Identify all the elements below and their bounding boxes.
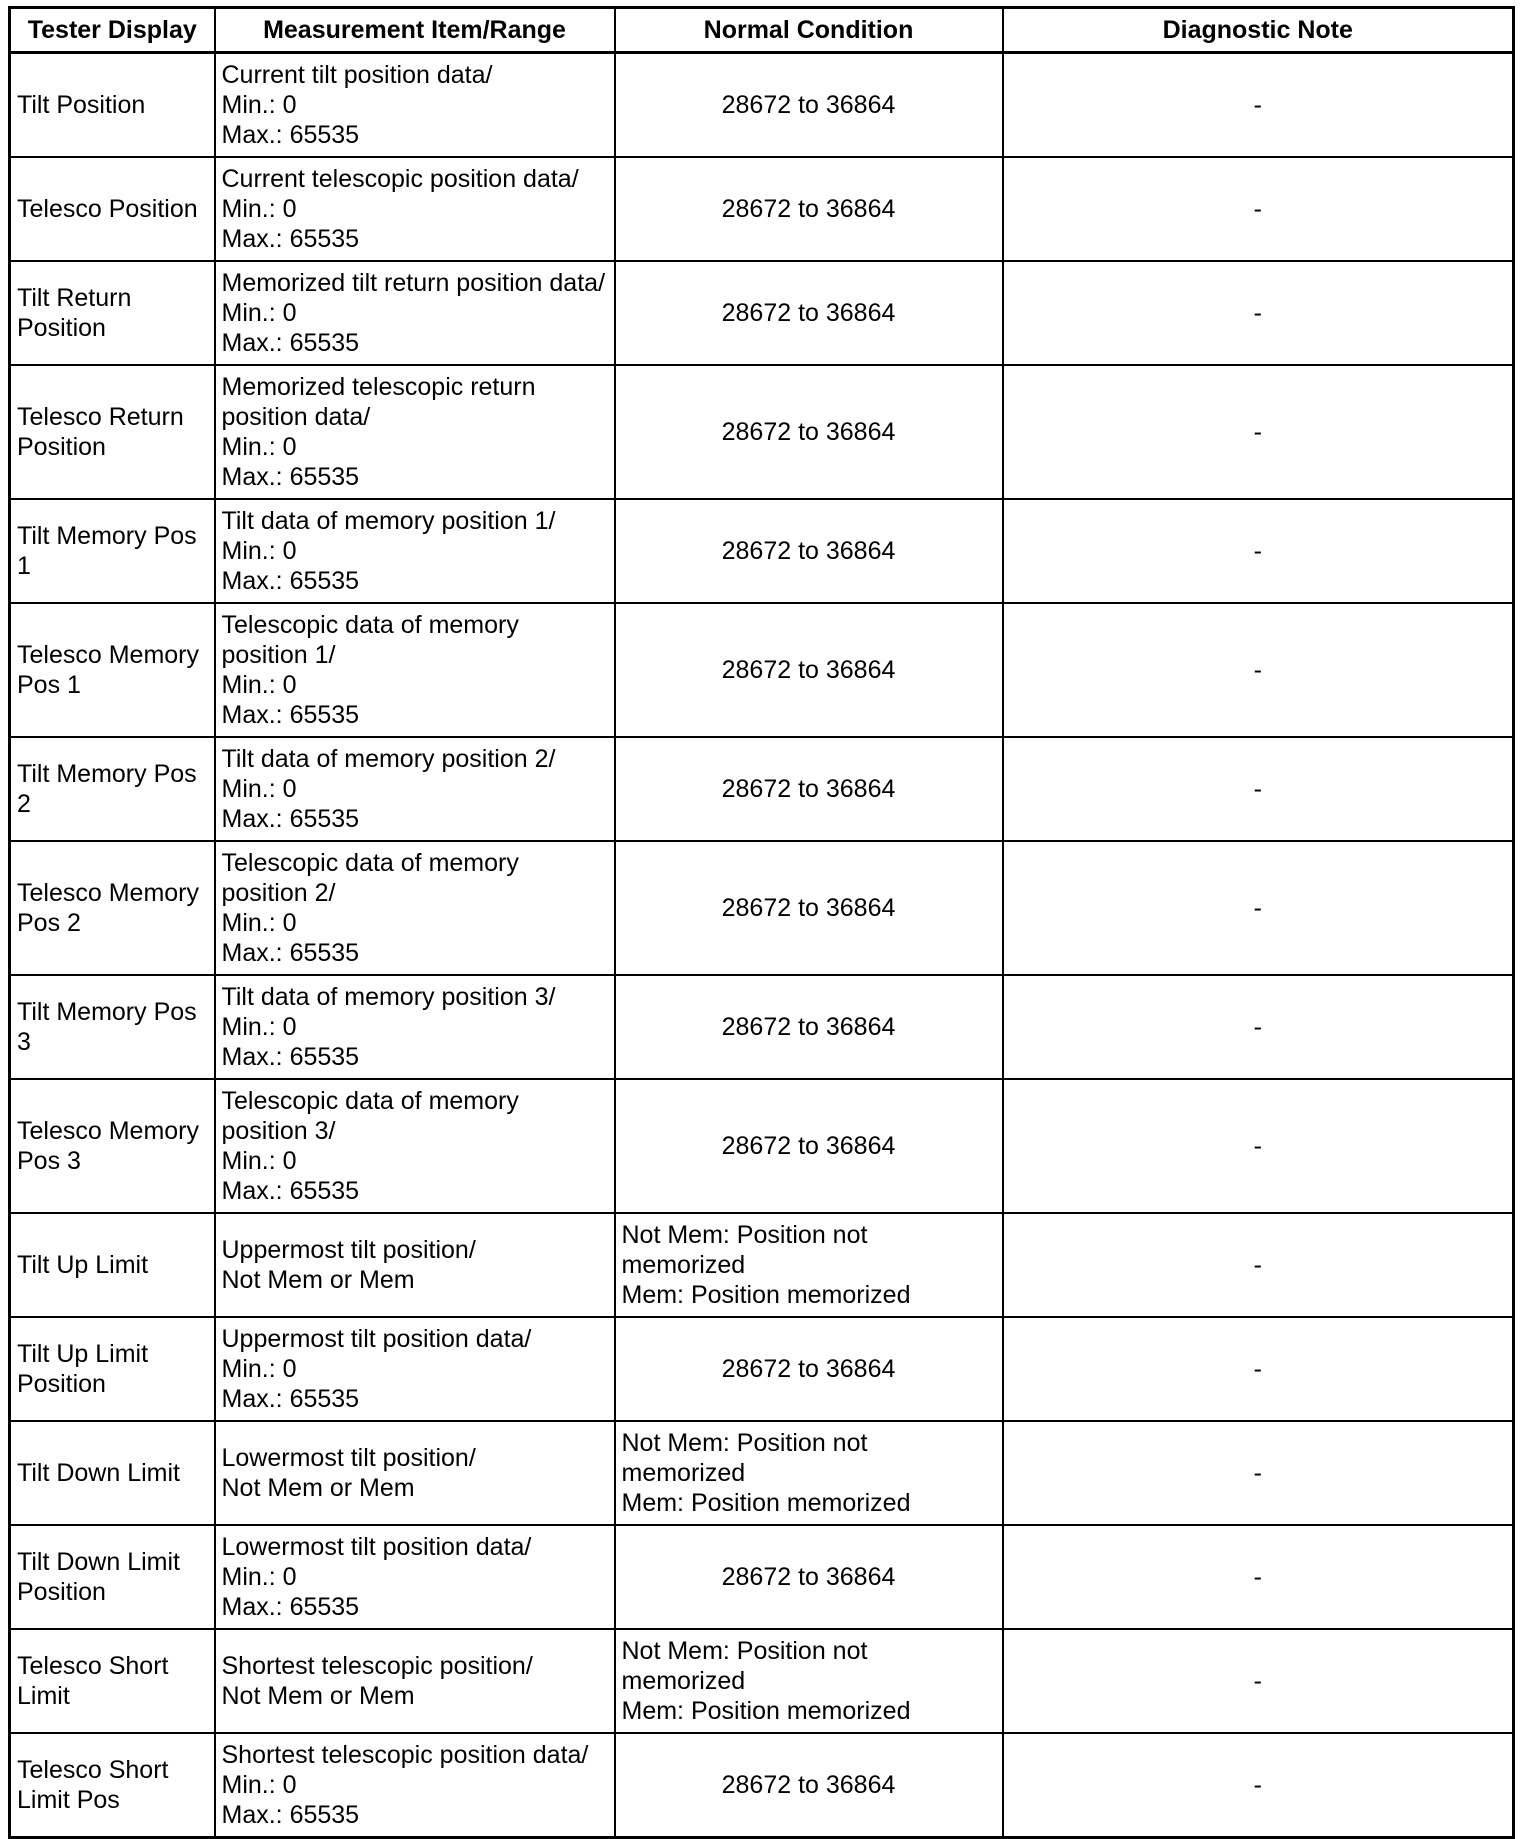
cell-normal-condition: 28672 to 36864	[615, 603, 1003, 737]
table-header-row	[10, 8, 1514, 53]
table-row	[10, 975, 1514, 1079]
cell-measurement-item: Memorized telescopic return position data/ Min.: 0 Max.: 65535	[215, 365, 615, 499]
cell-measurement-item: Lowermost tilt position data/ Min.: 0 Max.: 65535	[215, 1525, 615, 1629]
cell-diagnostic-note: -	[1003, 737, 1514, 841]
cell-measurement-item: Telescopic data of memory position 2/ Min.: 0 Max.: 65535	[215, 841, 615, 975]
table-row	[10, 1629, 1514, 1733]
cell-normal-condition: 28672 to 36864	[615, 737, 1003, 841]
table-row	[10, 1317, 1514, 1421]
table-row	[10, 261, 1514, 365]
cell-normal-condition: Not Mem: Position not memorized Mem: Position memorized	[615, 1629, 1003, 1733]
cell-diagnostic-note: -	[1003, 975, 1514, 1079]
cell-diagnostic-note: -	[1003, 1421, 1514, 1525]
cell-diagnostic-note: -	[1003, 1079, 1514, 1213]
cell-normal-condition: Not Mem: Position not memorized Mem: Position memorized	[615, 1421, 1003, 1525]
cell-measurement-item: Tilt data of memory position 3/ Min.: 0 Max.: 65535	[215, 975, 615, 1079]
table-row	[10, 1079, 1514, 1213]
cell-measurement-item: Shortest telescopic position/ Not Mem or Mem	[215, 1629, 615, 1733]
table-row	[10, 1213, 1514, 1317]
cell-tester-display: Telesco Short Limit	[10, 1629, 215, 1733]
cell-normal-condition: 28672 to 36864	[615, 841, 1003, 975]
cell-tester-display: Tilt Down Limit Position	[10, 1525, 215, 1629]
cell-tester-display: Telesco Short Limit Pos	[10, 1733, 215, 1838]
cell-tester-display: Telesco Return Position	[10, 365, 215, 499]
cell-measurement-item: Uppermost tilt position/ Not Mem or Mem	[215, 1213, 615, 1317]
cell-tester-display: Telesco Memory Pos 1	[10, 603, 215, 737]
table-row	[10, 603, 1514, 737]
table-row	[10, 157, 1514, 261]
cell-diagnostic-note: -	[1003, 499, 1514, 603]
cell-normal-condition: 28672 to 36864	[615, 1733, 1003, 1838]
header-tester-display: Tester Display	[10, 8, 215, 53]
table-row	[10, 53, 1514, 158]
header-normal-condition: Normal Condition	[615, 8, 1003, 53]
cell-tester-display: Tilt Up Limit Position	[10, 1317, 215, 1421]
table-row	[10, 737, 1514, 841]
cell-measurement-item: Tilt data of memory position 1/ Min.: 0 Max.: 65535	[215, 499, 615, 603]
cell-tester-display: Telesco Position	[10, 157, 215, 261]
cell-diagnostic-note: -	[1003, 1629, 1514, 1733]
cell-diagnostic-note: -	[1003, 1525, 1514, 1629]
cell-diagnostic-note: -	[1003, 1317, 1514, 1421]
cell-tester-display: Tilt Position	[10, 53, 215, 158]
table-row	[10, 841, 1514, 975]
cell-measurement-item: Lowermost tilt position/ Not Mem or Mem	[215, 1421, 615, 1525]
cell-normal-condition: 28672 to 36864	[615, 157, 1003, 261]
cell-normal-condition: 28672 to 36864	[615, 1317, 1003, 1421]
cell-measurement-item: Telescopic data of memory position 1/ Min.: 0 Max.: 65535	[215, 603, 615, 737]
data-list-table	[8, 6, 1515, 1839]
header-diagnostic-note: Diagnostic Note	[1003, 8, 1514, 53]
cell-diagnostic-note: -	[1003, 1213, 1514, 1317]
cell-normal-condition: 28672 to 36864	[615, 261, 1003, 365]
table-row	[10, 1421, 1514, 1525]
cell-tester-display: Telesco Memory Pos 3	[10, 1079, 215, 1213]
data-list-table-container	[8, 6, 1512, 1839]
cell-tester-display: Tilt Memory Pos 1	[10, 499, 215, 603]
cell-tester-display: Tilt Return Position	[10, 261, 215, 365]
header-measurement-item: Measurement Item/Range	[215, 8, 615, 53]
cell-measurement-item: Telescopic data of memory position 3/ Min.: 0 Max.: 65535	[215, 1079, 615, 1213]
cell-tester-display: Telesco Memory Pos 2	[10, 841, 215, 975]
cell-diagnostic-note: -	[1003, 53, 1514, 158]
table-row	[10, 499, 1514, 603]
cell-diagnostic-note: -	[1003, 1733, 1514, 1838]
cell-tester-display: Tilt Memory Pos 2	[10, 737, 215, 841]
cell-measurement-item: Uppermost tilt position data/ Min.: 0 Max.: 65535	[215, 1317, 615, 1421]
cell-diagnostic-note: -	[1003, 157, 1514, 261]
cell-diagnostic-note: -	[1003, 841, 1514, 975]
cell-diagnostic-note: -	[1003, 365, 1514, 499]
cell-normal-condition: Not Mem: Position not memorized Mem: Position memorized	[615, 1213, 1003, 1317]
table-row	[10, 1733, 1514, 1838]
cell-tester-display: Tilt Down Limit	[10, 1421, 215, 1525]
cell-diagnostic-note: -	[1003, 261, 1514, 365]
cell-diagnostic-note: -	[1003, 603, 1514, 737]
table-row	[10, 1525, 1514, 1629]
cell-normal-condition: 28672 to 36864	[615, 1079, 1003, 1213]
cell-tester-display: Tilt Up Limit	[10, 1213, 215, 1317]
table-row	[10, 365, 1514, 499]
cell-measurement-item: Current tilt position data/ Min.: 0 Max.: 65535	[215, 53, 615, 158]
cell-measurement-item: Memorized tilt return position data/ Min.: 0 Max.: 65535	[215, 261, 615, 365]
cell-normal-condition: 28672 to 36864	[615, 53, 1003, 158]
cell-normal-condition: 28672 to 36864	[615, 1525, 1003, 1629]
cell-tester-display: Tilt Memory Pos 3	[10, 975, 215, 1079]
cell-normal-condition: 28672 to 36864	[615, 499, 1003, 603]
cell-normal-condition: 28672 to 36864	[615, 975, 1003, 1079]
cell-measurement-item: Current telescopic position data/ Min.: 0 Max.: 65535	[215, 157, 615, 261]
cell-measurement-item: Shortest telescopic position data/ Min.: 0 Max.: 65535	[215, 1733, 615, 1838]
cell-measurement-item: Tilt data of memory position 2/ Min.: 0 Max.: 65535	[215, 737, 615, 841]
cell-normal-condition: 28672 to 36864	[615, 365, 1003, 499]
